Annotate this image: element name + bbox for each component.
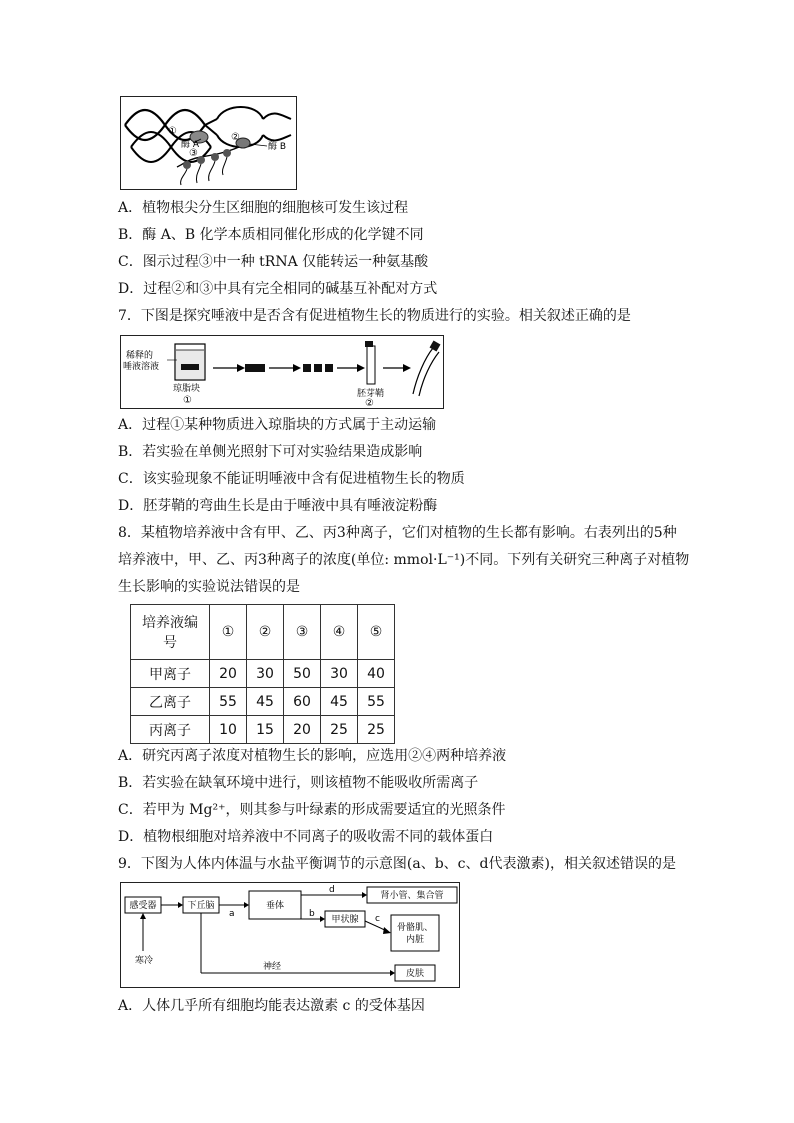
- dna-process-figure: [120, 96, 297, 190]
- table-row-label: 丙离子: [131, 716, 210, 744]
- table-header-row: [131, 605, 395, 660]
- fig7-solution-label-2: 唾液溶液: [123, 362, 160, 372]
- q7-option-a: A．过程①某种物质进入琼脂块的方式属于主动运输: [118, 417, 437, 433]
- table-cell: 55: [358, 688, 395, 716]
- table-cell: 30: [321, 660, 358, 688]
- table-cell: 25: [321, 716, 358, 744]
- label-nerve: 神经: [263, 962, 282, 972]
- table-cell: 20: [284, 716, 321, 744]
- box-pituitary: 垂体: [265, 901, 285, 911]
- fig6-label-3: ③: [189, 148, 198, 159]
- fig6-label-2: ②: [231, 132, 240, 143]
- table-col-header: ⑤: [358, 605, 395, 660]
- box-skin: 皮肤: [405, 969, 425, 979]
- q8-option-a: A．研究丙离子浓度对植物生长的影响，应选用②④两种培养液: [118, 748, 507, 764]
- label-cold: 寒冷: [135, 956, 154, 966]
- table-col-header: ④: [321, 605, 358, 660]
- table-row-label: 甲离子: [131, 660, 210, 688]
- table-cell: 45: [247, 688, 284, 716]
- fig7-agar-label: 琼脂块: [173, 384, 201, 394]
- table-cell: 40: [358, 660, 395, 688]
- fig6-enzyme-b: 酶 B: [268, 142, 287, 152]
- table-row: [131, 688, 395, 716]
- label-b: b: [309, 909, 315, 919]
- table-cell: 25: [358, 716, 395, 744]
- box-thyroid: 甲状腺: [331, 915, 359, 925]
- ion-concentration-table: [130, 604, 395, 744]
- box-hypothalamus: 下丘脑: [187, 901, 215, 911]
- fig7-coleoptile-label: 胚芽鞘: [357, 389, 385, 399]
- regulation-diagram: [120, 882, 460, 988]
- q8-stem-line-1: 8．某植物培养液中含有甲、乙、丙3种离子，它们对植物的生长都有影响。右表列出的5种: [118, 525, 677, 541]
- q6-option-a: A．植物根尖分生区细胞的细胞核可发生该过程: [118, 200, 409, 216]
- q6-option-b: B．酶 A、B 化学本质相同催化形成的化学键不同: [118, 227, 424, 243]
- q9-stem: 9．下图为人体内体温与水盐平衡调节的示意图(a、b、c、d代表激素)，相关叙述错误的是: [118, 856, 676, 872]
- table-row-label: 乙离子: [131, 688, 210, 716]
- box-muscle-line2: 内脏: [405, 935, 425, 945]
- q8-option-c: C．若甲为 Mg²⁺，则其参与叶绿素的形成需要适宜的光照条件: [118, 802, 506, 818]
- label-c: c: [375, 914, 380, 924]
- table-cell: 15: [247, 716, 284, 744]
- q7-option-b: B．若实验在单侧光照射下可对实验结果造成影响: [118, 444, 423, 460]
- fig7-step2: ②: [365, 398, 374, 408]
- table-cell: 45: [321, 688, 358, 716]
- table-col-header: ②: [247, 605, 284, 660]
- saliva-experiment-figure: [120, 335, 444, 409]
- fig6-enzyme-a: 酶 A: [181, 140, 200, 150]
- table-row: [131, 660, 395, 688]
- fig7-step1: ①: [183, 395, 192, 406]
- table-cell: 30: [247, 660, 284, 688]
- box-receptor: 感受器: [129, 901, 157, 911]
- fig6-label-1: ①: [168, 126, 177, 137]
- box-kidney: 肾小管、集合管: [380, 891, 444, 901]
- table-cell: 50: [284, 660, 321, 688]
- q7-option-d: D．胚芽鞘的弯曲生长是由于唾液中具有唾液淀粉酶: [118, 498, 438, 514]
- q9-option-a: A．人体几乎所有细胞均能表达激素 c 的受体基因: [118, 998, 425, 1014]
- q8-stem-line-3: 生长影响的实验说法错误的是: [118, 579, 300, 595]
- table-cell: 20: [210, 660, 247, 688]
- q6-option-c: C．图示过程③中一种 tRNA 仅能转运一种氨基酸: [118, 254, 429, 270]
- label-d: d: [329, 885, 335, 895]
- fig7-solution-label-1: 稀释的: [126, 351, 154, 361]
- table-col-header: ①: [210, 605, 247, 660]
- q7-option-c: C．该实验现象不能证明唾液中含有促进植物生长的物质: [118, 471, 465, 487]
- q6-option-d: D．过程②和③中具有完全相同的碱基互补配对方式: [118, 281, 438, 297]
- label-a: a: [229, 909, 235, 919]
- table-cell: 60: [284, 688, 321, 716]
- table-row: [131, 716, 395, 744]
- q8-stem-line-2: 培养液中，甲、乙、丙3种离子的浓度(单位: mmol·L⁻¹)不同。下列有关研究三种离子对植物: [118, 552, 690, 568]
- table-col-header: ③: [284, 605, 321, 660]
- table-cell: 55: [210, 688, 247, 716]
- q8-option-d: D．植物根细胞对培养液中不同离子的吸收需不同的载体蛋白: [118, 829, 494, 845]
- q7-stem: 7．下图是探究唾液中是否含有促进植物生长的物质进行的实验。相关叙述正确的是: [118, 308, 631, 324]
- box-muscle-line1: 骨骼肌、: [396, 923, 434, 933]
- table-cell: 10: [210, 716, 247, 744]
- q8-option-b: B．若实验在缺氧环境中进行，则该植物不能吸收所需离子: [118, 775, 479, 791]
- table-header-label: 培养液编 号: [131, 605, 210, 660]
